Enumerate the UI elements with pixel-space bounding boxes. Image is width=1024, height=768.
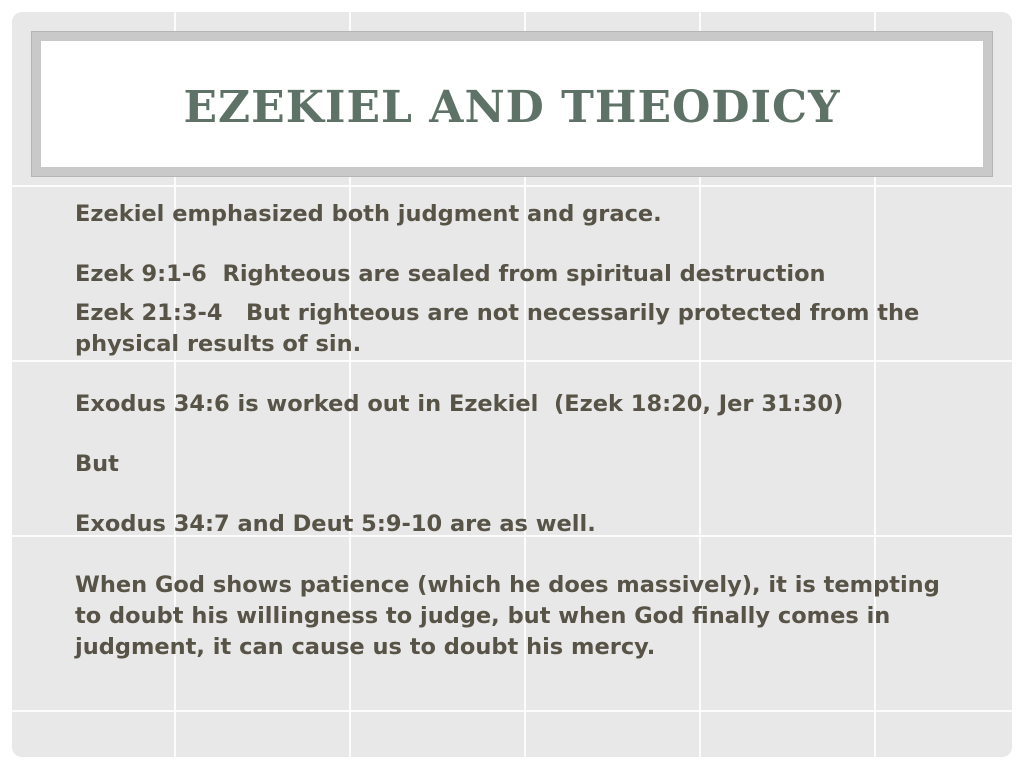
slide [12,12,1012,757]
body-paragraph-1: Ezekiel emphasized both judgment and grace. [75,201,662,227]
title-frame [31,31,993,177]
slide-title: EZEKIEL AND THEODICY [183,81,841,133]
body-paragraph-4: Exodus 34:6 is worked out in Ezekiel (Ezek 18:20, Jer 31:30) [75,391,844,417]
body-paragraph-7: When God shows patience (which he does massively), it is tempting to doubt his willingness to judge, but when God finally comes in judgment, it can cause us to doubt his mercy. [75,572,940,660]
body-paragraph-3: Ezek 21:3-4 But righteous are not necessarily protected from the physical results of sin. [75,300,928,357]
slide-body [75,199,955,663]
body-paragraph-2: Ezek 9:1-6 Righteous are sealed from spiritual destruction [75,261,826,287]
title-box [41,41,983,167]
body-paragraph-6: Exodus 34:7 and Deut 5:9-10 are as well. [75,511,596,537]
body-paragraph-5: But [75,451,119,477]
